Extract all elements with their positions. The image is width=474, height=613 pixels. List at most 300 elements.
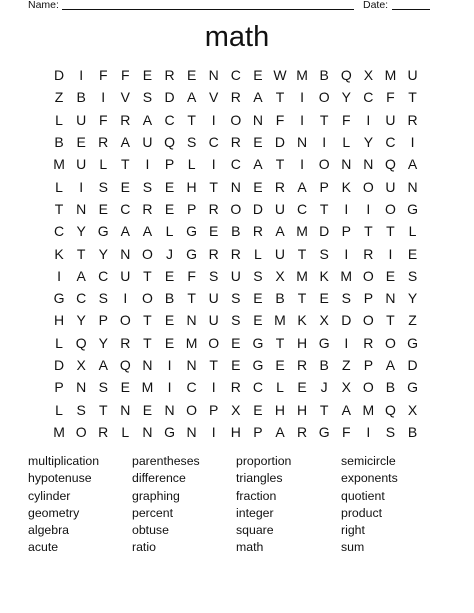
grid-letter: T (275, 89, 285, 106)
grid-letter: A (275, 423, 285, 440)
grid-letter: I (79, 67, 84, 84)
grid-letter: M (53, 156, 65, 173)
grid-letter: G (407, 200, 418, 217)
grid-letter: F (341, 111, 351, 128)
grid-letter: L (55, 111, 63, 128)
grid-letter: E (76, 134, 86, 151)
grid-letter: F (98, 111, 108, 128)
grid-letter: U (76, 111, 87, 128)
name-blank-line (62, 9, 354, 10)
grid-letter: T (143, 312, 152, 329)
grid-letter: P (164, 156, 175, 173)
grid-letter: R (230, 134, 241, 151)
grid-letter: B (54, 134, 64, 151)
grid-letter: Q (164, 134, 175, 151)
grid-letter: P (319, 178, 329, 195)
grid-letter: N (230, 178, 241, 195)
grid-letter: O (186, 401, 198, 418)
grid-letter: S (142, 178, 153, 195)
grid-letter: Y (98, 245, 108, 262)
grid-letter: B (231, 223, 241, 240)
grid-letter: R (407, 111, 418, 128)
grid-letter: A (76, 267, 86, 284)
grid-letter: I (344, 200, 349, 217)
grid-letter: T (386, 223, 395, 240)
grid-letter: S (385, 423, 396, 440)
grid-letter: T (187, 290, 196, 307)
grid-letter: M (362, 401, 375, 418)
grid-letter: B (164, 290, 175, 307)
grid-letter: H (230, 423, 241, 440)
grid-letter: S (209, 267, 219, 284)
grid-letter: T (54, 200, 64, 217)
grid-letter: N (297, 134, 308, 151)
grid-letter: I (211, 423, 216, 440)
grid-letter: K (341, 178, 351, 195)
grid-letter: O (362, 379, 374, 396)
grid-letter: R (164, 67, 175, 84)
grid-letter: S (98, 290, 108, 307)
grid-letter: X (76, 357, 86, 373)
grid-letter: D (164, 89, 175, 106)
word-list-item: graphing (132, 488, 180, 503)
grid-letter: X (363, 67, 374, 84)
grid-letter: H (297, 334, 308, 351)
word-list-item: semicircle (341, 454, 396, 468)
grid-letter: J (320, 379, 328, 396)
grid-letter: O (208, 334, 220, 351)
grid-letter: S (76, 401, 86, 418)
grid-letter: E (209, 223, 219, 240)
grid-letter: G (186, 245, 198, 262)
word-list-item: product (341, 505, 383, 520)
grid-letter: A (98, 357, 108, 373)
grid-letter: F (386, 89, 395, 106)
grid-letter: G (186, 223, 198, 240)
grid-letter: C (53, 223, 65, 240)
grid-letter: L (55, 401, 63, 418)
grid-letter: D (252, 200, 263, 217)
grid-letter: I (300, 89, 305, 106)
grid-letter: R (120, 334, 131, 351)
grid-letter: A (407, 156, 418, 173)
grid-letter: E (319, 290, 329, 307)
grid-letter: Z (341, 357, 351, 373)
grid-letter: X (275, 267, 285, 284)
grid-letter: T (319, 401, 329, 418)
grid-letter: N (76, 379, 87, 396)
grid-letter: B (76, 89, 86, 106)
grid-letter: K (319, 267, 329, 284)
grid-letter: V (209, 89, 219, 106)
grid-letter: O (385, 334, 396, 351)
grid-letter: I (300, 156, 305, 173)
grid-letter: I (101, 89, 106, 106)
grid-letter: N (164, 401, 175, 418)
grid-letter: R (274, 178, 286, 195)
grid-letter: P (363, 357, 374, 373)
grid-letter: H (53, 312, 65, 329)
grid-letter: N (407, 178, 418, 195)
grid-letter: R (297, 423, 308, 440)
grid-letter: T (76, 245, 86, 262)
grid-letter: N (120, 401, 131, 418)
grid-letter: P (363, 290, 374, 307)
grid-letter: U (385, 111, 396, 128)
grid-letter: T (319, 111, 329, 128)
grid-letter: E (98, 200, 108, 217)
grid-letter: O (230, 200, 242, 217)
word-list-item: square (236, 523, 274, 538)
grid-letter: E (385, 267, 396, 284)
grid-letter: P (98, 312, 108, 329)
grid-letter: N (76, 200, 87, 217)
grid-letter: T (209, 357, 218, 373)
grid-letter: X (319, 312, 329, 329)
grid-letter: G (53, 290, 65, 307)
word-list-item: multiplication (28, 454, 100, 468)
grid-letter: S (341, 290, 351, 307)
grid-letter: O (362, 312, 374, 329)
grid-letter: S (186, 134, 197, 151)
grid-letter: G (252, 357, 264, 373)
grid-letter: S (253, 267, 263, 284)
grid-letter: P (186, 200, 197, 217)
word-list-item: integer (236, 505, 274, 520)
grid-letter: L (165, 223, 174, 240)
grid-letter: E (253, 67, 263, 84)
word-list-item: sum (341, 540, 365, 555)
grid-letter: L (187, 156, 196, 173)
grid-letter: N (186, 423, 197, 440)
grid-letter: D (53, 357, 65, 373)
grid-letter: J (166, 245, 174, 262)
grid-letter: N (385, 290, 396, 307)
grid-letter: P (209, 401, 219, 418)
grid-letter: W (273, 67, 287, 84)
grid-letter: X (407, 401, 418, 418)
grid-letter: I (366, 200, 371, 217)
grid-letter: Y (407, 290, 418, 307)
grid-letter: P (54, 379, 64, 396)
grid-letter: R (120, 111, 131, 128)
grid-letter: M (296, 223, 308, 240)
grid-letter: V (120, 89, 130, 106)
grid-letter: R (230, 89, 241, 106)
grid-letter: B (275, 290, 285, 307)
grid-letter: R (230, 379, 241, 396)
grid-letter: R (230, 245, 241, 262)
grid-letter: M (53, 423, 65, 440)
grid-letter: T (275, 156, 285, 173)
grid-letter: U (120, 267, 131, 284)
grid-letter: B (319, 357, 329, 373)
grid-letter: A (253, 89, 263, 106)
grid-letter: H (274, 401, 286, 418)
grid-letter: N (120, 245, 131, 262)
grid-letter: T (143, 334, 152, 351)
grid-letter: Y (76, 223, 86, 240)
grid-letter: D (407, 357, 418, 373)
grid-letter: I (344, 334, 349, 351)
grid-letter: F (121, 67, 130, 84)
grid-letter: U (76, 156, 87, 173)
grid-letter: L (408, 223, 417, 240)
grid-letter: S (142, 89, 153, 106)
grid-letter: E (164, 334, 175, 351)
grid-letter: U (230, 267, 241, 284)
grid-letter: I (167, 379, 172, 396)
grid-letter: E (120, 379, 130, 396)
grid-letter: R (297, 357, 308, 373)
grid-letter: T (364, 223, 373, 240)
grid-letter: I (167, 357, 172, 373)
grid-letter: G (318, 334, 330, 351)
grid-letter: C (230, 156, 241, 173)
word-list (28, 453, 441, 557)
date-label: Date: (363, 0, 389, 11)
grid-letter: C (208, 134, 219, 151)
grid-letter: E (164, 200, 175, 217)
grid-letter: S (231, 290, 241, 307)
grid-letter: T (408, 89, 417, 106)
word-list-item: geometry (28, 505, 80, 520)
grid-letter: O (119, 312, 131, 329)
grid-letter: M (384, 67, 397, 84)
grid-letter: F (275, 111, 285, 128)
word-list-item: algebra (28, 523, 70, 538)
page-title: math (204, 21, 270, 53)
header (0, 0, 474, 14)
grid-letter: I (366, 423, 371, 440)
grid-letter: I (344, 245, 349, 262)
word-list-item: parentheses (132, 454, 200, 468)
grid-letter: M (141, 379, 154, 396)
grid-letter: Z (54, 89, 64, 106)
grid-letter: O (362, 267, 374, 284)
grid-letter: C (120, 200, 131, 217)
grid-letter: A (385, 357, 396, 373)
grid-letter: I (211, 156, 216, 173)
grid-letter: T (297, 290, 307, 307)
grid-letter: E (120, 178, 130, 195)
grid-letter: O (318, 89, 330, 106)
grid-letter: E (253, 290, 263, 307)
grid-letter: E (142, 401, 153, 418)
grid-letter: C (385, 134, 396, 151)
grid-letter: Z (408, 312, 417, 329)
grid-letter: N (363, 156, 374, 173)
grid-letter: N (142, 423, 153, 440)
grid-letter: A (142, 111, 153, 128)
grid-letter: I (366, 111, 371, 128)
grid-letter: N (186, 357, 197, 373)
word-list-item: cylinder (28, 488, 71, 503)
grid-letter: Q (340, 67, 352, 84)
grid-letter: A (297, 178, 307, 195)
grid-letter: L (55, 334, 63, 351)
grid-letter: C (363, 89, 374, 106)
grid-letter: F (341, 423, 351, 440)
grid-letter: I (211, 111, 216, 128)
grid-letter: I (322, 134, 327, 151)
grid-letter: S (98, 379, 108, 396)
grid-letter: P (253, 423, 263, 440)
grid-letter: M (296, 67, 308, 84)
grid-letter: Y (341, 89, 351, 106)
grid-letter: L (55, 178, 63, 195)
grid-letter: E (164, 178, 175, 195)
grid-letter: N (208, 67, 219, 84)
grid-letter: G (318, 423, 330, 440)
grid-letter: R (98, 134, 109, 151)
grid-letter: C (297, 200, 308, 217)
grid-letter: E (253, 134, 263, 151)
grid-letter: E (407, 245, 418, 262)
grid-letter: D (319, 223, 330, 240)
grid-letter: A (253, 156, 263, 173)
grid-letter: I (388, 245, 393, 262)
grid-letter: N (186, 312, 197, 329)
date-blank-line (392, 9, 430, 10)
grid-letter: C (98, 267, 109, 284)
grid-letter: H (297, 401, 308, 418)
grid-letter: L (342, 134, 351, 151)
grid-letter: H (186, 178, 197, 195)
grid-letter: O (362, 178, 374, 195)
grid-letter: E (275, 357, 285, 373)
grid-letter: U (142, 134, 153, 151)
grid-letter: U (208, 290, 219, 307)
grid-letter: G (97, 223, 109, 240)
grid-letter: E (253, 312, 263, 329)
grid-letter: Q (119, 357, 131, 373)
word-list-item: quotient (341, 488, 385, 503)
grid-letter: U (208, 312, 219, 329)
grid-letter: O (230, 111, 242, 128)
grid-letter: P (341, 223, 351, 240)
grid-letter: A (120, 223, 130, 240)
word-list-item: proportion (236, 454, 292, 468)
grid-letter: I (123, 290, 128, 307)
grid-letter: Q (385, 401, 396, 418)
grid-letter: M (340, 267, 353, 284)
word-list-item: fraction (236, 488, 277, 503)
grid-letter: E (142, 67, 153, 84)
grid-letter: A (120, 134, 130, 151)
word-list-item: obtuse (132, 523, 169, 538)
grid-letter: D (274, 134, 286, 151)
word-list-item: acute (28, 540, 59, 555)
grid-letter: B (385, 379, 396, 396)
grid-letter: F (187, 267, 196, 284)
grid-letter: R (98, 423, 109, 440)
grid-letter: K (54, 245, 64, 262)
grid-letter: A (341, 401, 351, 418)
grid-letter: Y (363, 134, 374, 151)
grid-letter: Q (75, 334, 87, 351)
grid-letter: I (300, 111, 305, 128)
grid-letter: A (275, 223, 285, 240)
grid-letter: E (253, 178, 263, 195)
grid-letter: O (318, 156, 330, 173)
grid-letter: U (407, 67, 418, 84)
grid-letter: N (252, 111, 263, 128)
grid-letter: N (142, 357, 153, 373)
grid-letter: C (186, 379, 197, 396)
name-label: Name: (28, 0, 59, 11)
grid-letter: O (75, 423, 87, 440)
word-list-item: ratio (132, 540, 156, 555)
grid-letter: C (230, 67, 241, 84)
grid-letter: O (141, 245, 153, 262)
grid-letter: T (187, 111, 196, 128)
grid-letter: S (319, 245, 329, 262)
grid-letter: X (341, 379, 351, 396)
grid-letter: U (274, 245, 286, 262)
grid-letter: D (341, 312, 352, 329)
grid-letter: R (142, 200, 153, 217)
grid-letter: T (121, 156, 130, 173)
grid-letter: I (410, 134, 415, 151)
letter-grid (48, 64, 424, 443)
grid-letter: B (407, 423, 418, 440)
grid-letter: E (297, 379, 307, 396)
grid-letter: C (164, 111, 175, 128)
grid-letter: R (208, 245, 219, 262)
grid-letter: T (209, 178, 218, 195)
grid-letter: G (407, 334, 418, 351)
grid-letter: E (231, 357, 241, 373)
grid-letter: R (252, 223, 263, 240)
grid-letter: L (121, 423, 130, 440)
grid-letter: S (407, 267, 418, 284)
grid-letter: S (98, 178, 108, 195)
grid-letter: C (76, 290, 87, 307)
word-list-item: percent (132, 505, 174, 520)
grid-letter: U (385, 178, 396, 195)
grid-letter: R (363, 245, 374, 262)
grid-letter: G (407, 379, 418, 396)
grid-letter: L (276, 379, 284, 396)
grid-letter: O (141, 290, 153, 307)
word-list-item: exponents (341, 471, 398, 486)
grid-letter: N (341, 156, 352, 173)
grid-letter: Y (98, 334, 108, 351)
grid-letter: M (274, 312, 286, 329)
grid-letter: I (57, 267, 61, 284)
grid-letter: I (79, 178, 84, 195)
grid-letter: Y (76, 312, 86, 329)
grid-letter: B (319, 67, 329, 84)
grid-letter: K (297, 312, 307, 329)
grid-letter: D (53, 67, 65, 84)
grid-letter: I (145, 156, 150, 173)
grid-letter: T (275, 334, 285, 351)
grid-letter: U (274, 200, 286, 217)
grid-letter: X (231, 401, 241, 418)
word-list-item: right (341, 523, 365, 538)
word-list-item: hypotenuse (28, 471, 92, 486)
grid-letter: C (252, 379, 263, 396)
grid-letter: A (186, 89, 197, 106)
grid-letter: A (142, 223, 153, 240)
word-list-item: difference (132, 471, 186, 486)
grid-letter: E (231, 334, 241, 351)
grid-letter: L (99, 156, 108, 173)
grid-letter: E (186, 67, 197, 84)
grid-letter: T (386, 312, 395, 329)
